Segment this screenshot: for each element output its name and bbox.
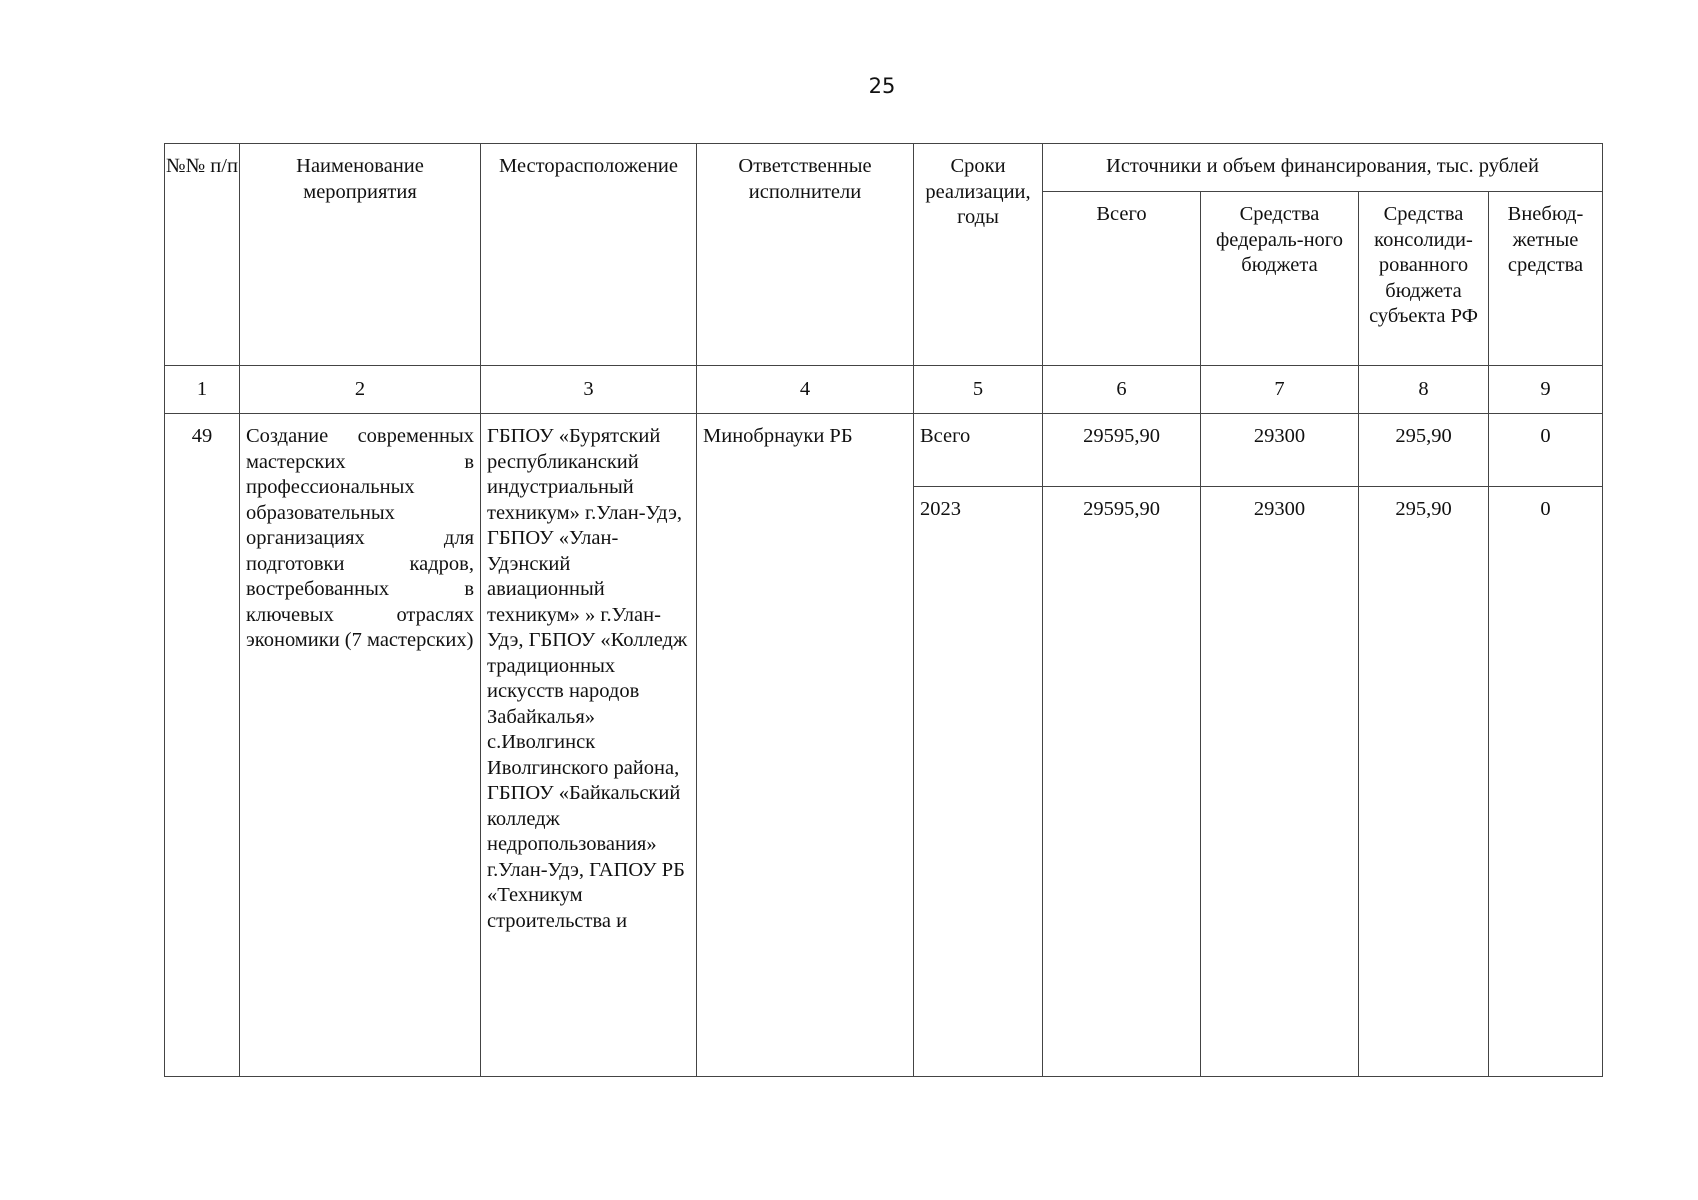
total-value: 29595,90 xyxy=(1043,414,1201,487)
column-number: 7 xyxy=(1201,366,1359,414)
header-total: Всего xyxy=(1043,192,1201,366)
federal-value: 29300 xyxy=(1201,487,1359,1077)
extrabudget-value: 0 xyxy=(1489,414,1603,487)
column-number-row xyxy=(165,366,1603,414)
column-number: 4 xyxy=(697,366,914,414)
page-number: 25 xyxy=(868,74,896,98)
header-location: Месторасположение xyxy=(481,144,697,366)
financing-table xyxy=(164,143,1603,1077)
activity-location: ГБПОУ «Бурятский республиканский индустриальный техникум» г.Улан-Удэ, ГБПОУ «Улан-Удэнский авиационный техникум» » г.Улан-Удэ, ГБПОУ «Колледж традиционных искусств народов Забайкалья» с.Иволгинск Иволгинского района, ГБПОУ «Байкальский колледж недропользования» г.Улан-Удэ, ГАПОУ РБ «Техникум строительства и xyxy=(481,414,697,1077)
period-label: 2023 xyxy=(914,487,1043,1077)
column-number: 2 xyxy=(240,366,481,414)
header-federal-budget: Средства федераль-ного бюджета xyxy=(1201,192,1359,366)
regional-value: 295,90 xyxy=(1359,414,1489,487)
column-number: 5 xyxy=(914,366,1043,414)
activity-name: Создание современных мастерских в профессиональных образовательных организациях для подготовки кадров, востребованных в ключевых отраслях экономики (7 мастерских) xyxy=(240,414,481,1077)
table-row xyxy=(165,414,1603,487)
row-number: 49 xyxy=(165,414,240,1077)
column-number: 1 xyxy=(165,366,240,414)
regional-value: 295,90 xyxy=(1359,487,1489,1077)
header-regional-budget: Средства консолиди-рованного бюджета субъекта РФ xyxy=(1359,192,1489,366)
header-extrabudget: Внебюд-жетные средства xyxy=(1489,192,1603,366)
header-row-top xyxy=(165,144,1603,192)
header-financing-group: Источники и объем финансирования, тыс. рублей xyxy=(1043,144,1603,192)
header-number: №№ п/п xyxy=(165,144,240,366)
column-number: 9 xyxy=(1489,366,1603,414)
header-responsible: Ответственные исполнители xyxy=(697,144,914,366)
column-number: 8 xyxy=(1359,366,1489,414)
column-number: 3 xyxy=(481,366,697,414)
total-value: 29595,90 xyxy=(1043,487,1201,1077)
column-number: 6 xyxy=(1043,366,1201,414)
header-activity-name: Наименование мероприятия xyxy=(240,144,481,366)
responsible-executor: Минобрнауки РБ xyxy=(697,414,914,1077)
federal-value: 29300 xyxy=(1201,414,1359,487)
period-label: Всего xyxy=(914,414,1043,487)
extrabudget-value: 0 xyxy=(1489,487,1603,1077)
header-period: Сроки реализации, годы xyxy=(914,144,1043,366)
